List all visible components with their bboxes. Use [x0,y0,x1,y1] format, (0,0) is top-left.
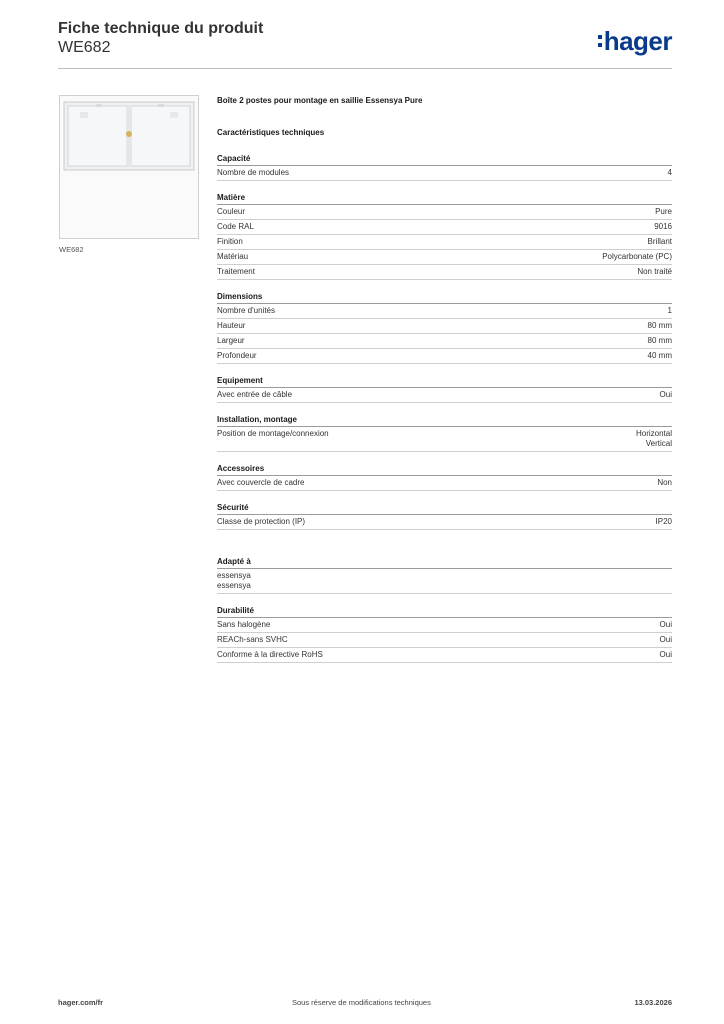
spec-value: Oui [659,620,672,629]
spec-label: Code RAL [217,222,254,231]
spec-value: 9016 [654,222,672,231]
group-adapte [217,556,672,594]
group-dimensions [217,291,672,364]
header-divider [58,68,672,69]
spec-label: Avec couvercle de cadre [217,478,305,487]
spec-row [217,250,672,265]
group-durabilite [217,605,672,663]
spec-value: Oui [659,650,672,659]
spec-label: Traitement [217,267,255,276]
group-title: Capacité [217,153,672,166]
spec-row [217,319,672,334]
group-securite [217,502,672,530]
spec-label: Conforme à la directive RoHS [217,650,323,659]
group-equipement [217,375,672,403]
adapt-list [217,569,672,594]
spec-row [217,648,672,663]
page-title: Fiche technique du produit [58,20,264,37]
brand-logo [598,27,672,55]
spec-row [217,220,672,235]
junction-box-icon [60,96,198,238]
footer-website-link[interactable]: hager.com/fr [58,998,104,1007]
group-installation [217,414,672,452]
group-title: Dimensions [217,291,672,304]
spec-value: Brillant [647,237,672,246]
spec-value: 80 mm [647,321,672,330]
spec-label: Nombre d'unités [217,306,275,315]
product-reference: WE682 [58,39,111,56]
spec-label: REACh-sans SVHC [217,635,288,644]
spec-row [217,476,672,491]
group-accessoires [217,463,672,491]
spec-label: Nombre de modules [217,168,290,177]
spec-label: Position de montage/connexion [217,429,329,438]
spec-label: Avec entrée de câble [217,390,293,399]
spec-row [217,205,672,220]
spec-label: Hauteur [217,321,246,330]
spec-value-multi [636,429,672,449]
spec-value: Polycarbonate (PC) [602,252,672,261]
spec-row [217,349,672,364]
group-title: Installation, montage [217,414,672,427]
footer-notice: Sous réserve de modifications techniques [292,998,431,1007]
spec-row [217,304,672,319]
spec-row [217,265,672,280]
list-item: essensya [217,581,251,590]
section-heading: Caractéristiques techniques [217,128,325,137]
group-matiere [217,192,672,280]
spec-value: Non [657,478,672,487]
spec-value: Non traité [637,267,672,276]
spec-content [217,95,672,674]
image-caption: WE682 [59,245,84,254]
footer-date: 13.03.2026 [634,998,672,1007]
spec-label: Profondeur [217,351,257,360]
spec-row [217,618,672,633]
spec-value: Oui [659,390,672,399]
spec-row [217,633,672,648]
spec-value: Pure [655,207,672,216]
spec-row [217,334,672,349]
spec-value: 40 mm [647,351,672,360]
spec-row [217,427,672,452]
spec-label: Couleur [217,207,246,216]
spec-value: 1 [667,306,672,315]
spec-row [217,388,672,403]
product-description: Boîte 2 postes pour montage en saillie Essensya Pure [217,96,423,105]
spec-value: 4 [667,168,672,177]
spec-label: Sans halogène [217,620,271,629]
spec-label: Matériau [217,252,249,261]
group-title: Sécurité [217,502,672,515]
list-item: essensya [217,571,251,580]
spec-label: Largeur [217,336,245,345]
spec-value: Oui [659,635,672,644]
spec-value: 80 mm [647,336,672,345]
logo-dots-icon [598,31,602,51]
group-title: Equipement [217,375,672,388]
spec-label: Classe de protection (IP) [217,517,306,526]
product-image [59,95,199,239]
spec-value: Horizontal [635,429,672,438]
group-title: Adapté à [217,556,672,569]
group-title: Matière [217,192,672,205]
spec-value: Vertical [645,439,672,448]
spec-row [217,515,672,530]
spec-label: Finition [217,237,243,246]
spec-value: IP20 [655,517,672,526]
group-capacite [217,153,672,181]
brand-name: hager [603,25,672,56]
group-title: Accessoires [217,463,672,476]
group-title: Durabilité [217,605,672,618]
spec-row [217,166,672,181]
spec-row [217,235,672,250]
